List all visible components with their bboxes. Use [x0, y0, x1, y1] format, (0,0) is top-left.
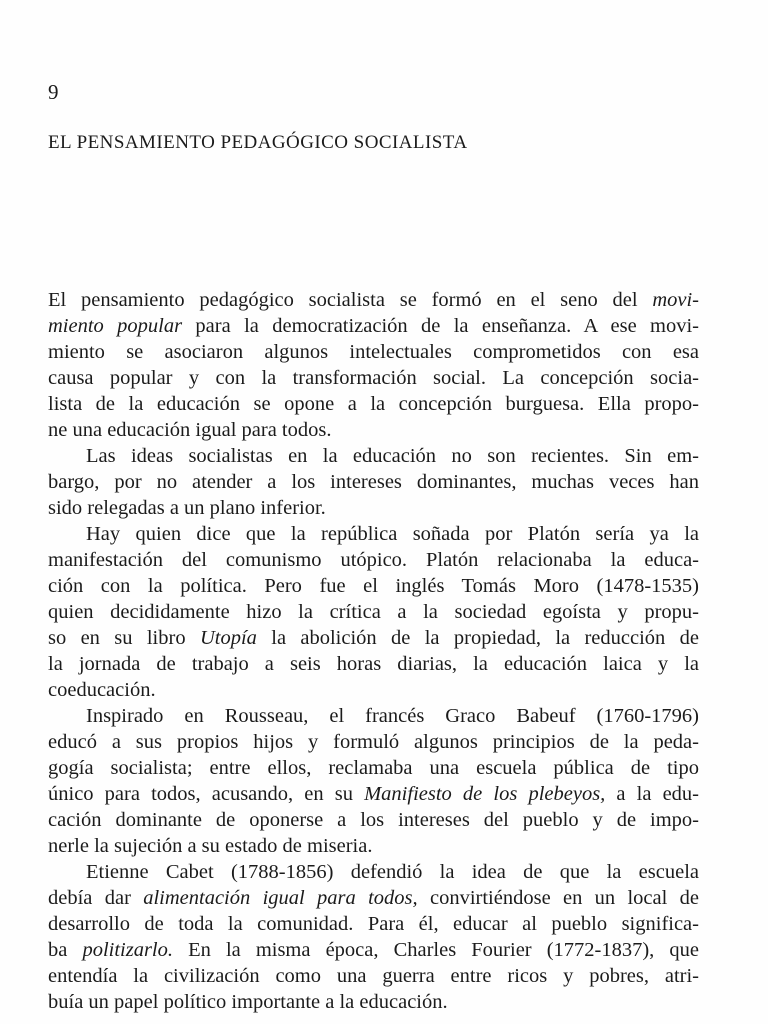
paragraph: [48, 521, 699, 703]
text-segment: ba: [48, 939, 83, 961]
text-line: [48, 469, 699, 495]
text-line: [48, 521, 699, 547]
text-segment: único para todos, acusando, en su: [48, 783, 365, 805]
text-segment: coeducación.: [48, 679, 156, 701]
text-line: [48, 989, 699, 1015]
text-segment: nerle la sujeción a su estado de miseria.: [48, 835, 373, 857]
text-segment: buía un papel político importante a la educación.: [48, 991, 448, 1013]
text-segment: En la misma época, Charles Fourier (1772-1837), que: [173, 939, 699, 961]
emphasized-text: politizarlo.: [82, 939, 173, 961]
text-segment: causa popular y con la transformación social. La concepción socia-: [48, 367, 699, 389]
text-segment: Etienne Cabet (1788-1856) defendió la idea de que la escuela: [86, 861, 699, 883]
emphasized-text: movi-: [652, 289, 699, 311]
text-line: [48, 417, 699, 443]
page-number: 9: [48, 80, 59, 104]
text-line: [48, 781, 699, 807]
text-segment: Las ideas socialistas en la educación no son recientes. Sin em-: [86, 445, 699, 467]
emphasized-text: miento popular: [48, 315, 183, 337]
text-line: [48, 339, 699, 365]
text-line: [48, 391, 699, 417]
text-segment: ción con la política. Pero fue el inglés Tomás Moro (1478-1535): [48, 575, 699, 597]
text-line: [48, 625, 699, 651]
text-segment: a la edu-: [605, 783, 699, 805]
text-segment: bargo, por no atender a los intereses dominantes, muchas veces han: [48, 471, 699, 493]
text-segment: manifestación del comunismo utópico. Platón relacionaba la educa-: [48, 549, 699, 571]
text-line: [48, 729, 699, 755]
text-line: [48, 443, 699, 469]
text-line: [48, 885, 699, 911]
text-line: [48, 703, 699, 729]
text-line: [48, 547, 699, 573]
text-segment: la abolición de la propiedad, la reducción de: [256, 627, 699, 649]
text-line: [48, 859, 699, 885]
paragraph: [48, 703, 699, 859]
text-line: [48, 365, 699, 391]
text-line: [48, 963, 699, 989]
emphasized-text: Manifiesto de los plebeyos,: [364, 783, 606, 805]
emphasized-text: Utopía: [199, 627, 257, 649]
text-segment: Inspirado en Rousseau, el francés Graco Babeuf (1760-1796): [86, 705, 699, 727]
paragraph: [48, 859, 699, 1015]
text-line: [48, 807, 699, 833]
text-segment: sido relegadas a un plano inferior.: [48, 497, 326, 519]
text-segment: educó a sus propios hijos y formuló algunos principios de la peda-: [48, 731, 699, 753]
text-segment: cación dominante de oponerse a los intereses del pueblo y de impo-: [48, 809, 699, 831]
text-segment: debía dar: [48, 887, 144, 909]
text-segment: convirtiéndose en un local de: [417, 887, 699, 909]
text-line: [48, 911, 699, 937]
paragraph: [48, 443, 699, 521]
paragraph: [48, 287, 699, 443]
text-segment: desarrollo de toda la comunidad. Para él, educar al pueblo significa-: [48, 913, 699, 935]
text-line: [48, 573, 699, 599]
body-text: [48, 287, 699, 1015]
emphasized-text: alimentación igual para todos,: [143, 887, 418, 909]
text-segment: entendía la civilización como una guerra entre ricos y pobres, atri-: [48, 965, 699, 987]
text-segment: quien decididamente hizo la crítica a la sociedad egoísta y propu-: [48, 601, 699, 623]
text-segment: El pensamiento pedagógico socialista se formó en el seno del: [48, 289, 653, 311]
text-line: [48, 599, 699, 625]
text-line: [48, 833, 699, 859]
text-segment: miento se asociaron algunos intelectuales comprometidos con esa: [48, 341, 699, 363]
text-line: [48, 677, 699, 703]
text-line: [48, 755, 699, 781]
text-segment: la jornada de trabajo a seis horas diarias, la educación laica y la: [48, 653, 699, 675]
text-line: [48, 495, 699, 521]
text-segment: Hay quien dice que la república soñada por Platón sería ya la: [86, 523, 699, 545]
text-line: [48, 313, 699, 339]
text-segment: para la democratización de la enseñanza. A ese movi-: [182, 315, 699, 337]
text-line: [48, 937, 699, 963]
text-segment: so en su libro: [48, 627, 200, 649]
chapter-title: EL PENSAMIENTO PEDAGÓGICO SOCIALISTA: [48, 132, 468, 153]
text-segment: lista de la educación se opone a la concepción burguesa. Ella propo-: [48, 393, 699, 415]
text-segment: ne una educación igual para todos.: [48, 419, 332, 441]
text-line: [48, 651, 699, 677]
text-segment: gogía socialista; entre ellos, reclamaba una escuela pública de tipo: [48, 757, 699, 779]
text-line: [48, 287, 699, 313]
